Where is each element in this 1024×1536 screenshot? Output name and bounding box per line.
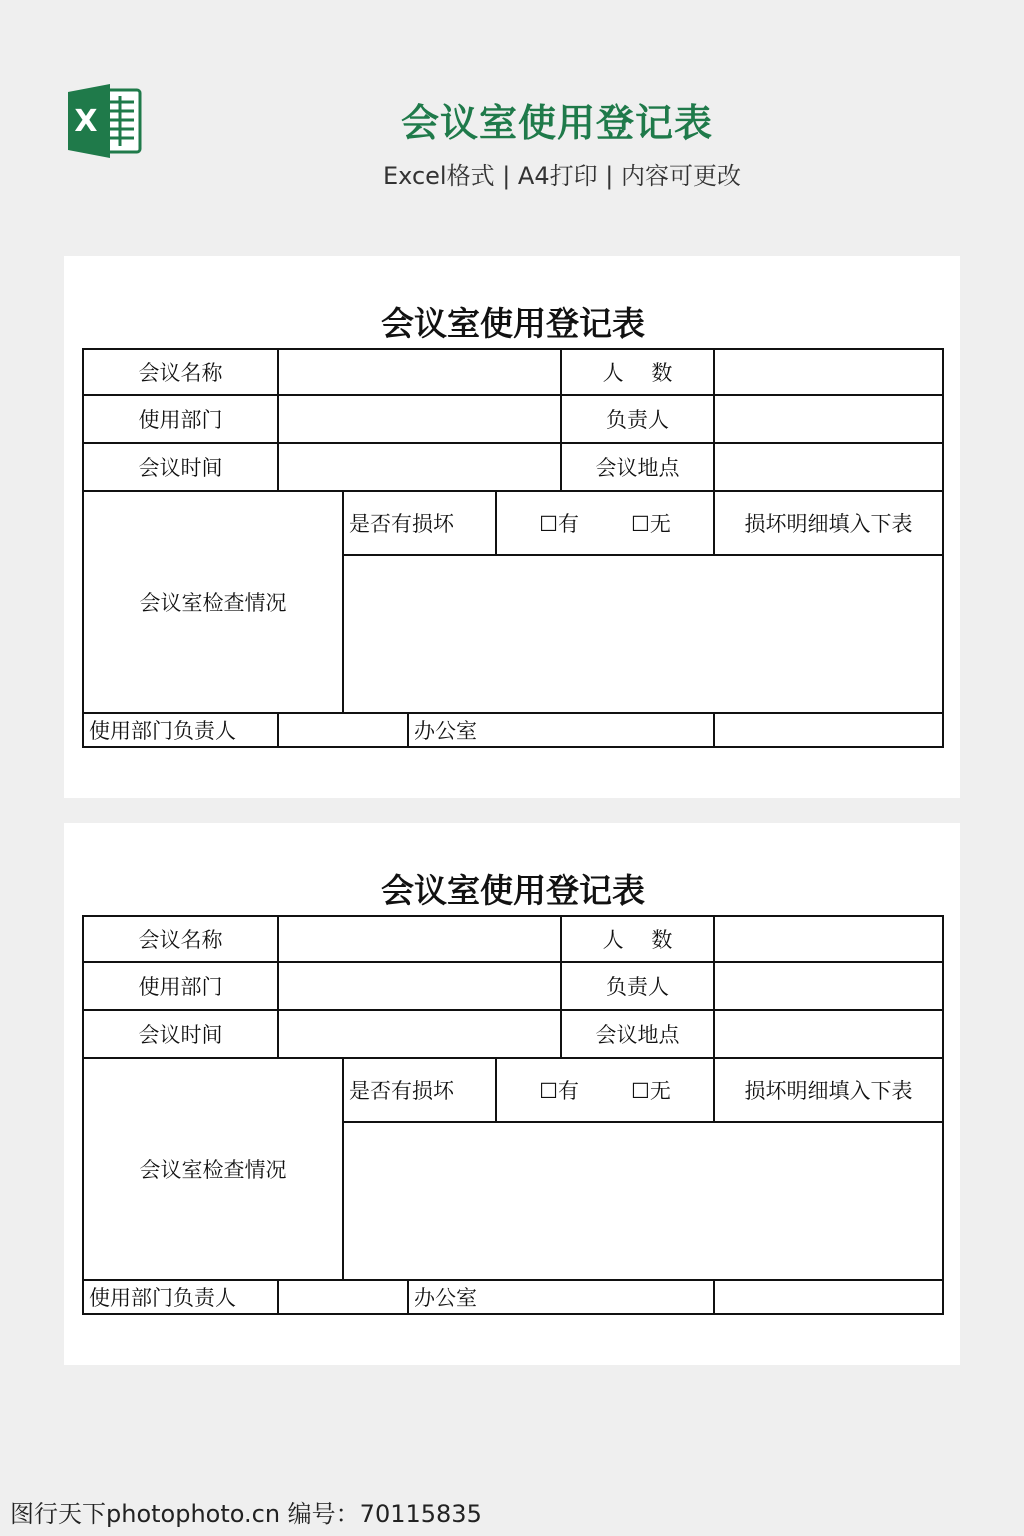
- damage-options: [496, 491, 714, 555]
- department-field[interactable]: [278, 962, 561, 1010]
- meeting-place-label: 会议地点: [561, 1010, 714, 1058]
- inspection-label: 会议室检查情况: [83, 491, 343, 713]
- office-field[interactable]: [714, 713, 943, 747]
- damage-yes-checkbox[interactable]: ☐有: [539, 1079, 579, 1103]
- dept-head-field[interactable]: [278, 713, 408, 747]
- headcount-label: 人 数: [561, 916, 714, 962]
- form-title: 会议室使用登记表: [381, 304, 645, 343]
- dept-head-label: 使用部门负责人: [83, 1280, 278, 1314]
- person-in-charge-field[interactable]: [714, 395, 943, 443]
- damage-detail-label: 损坏明细填入下表: [714, 1058, 943, 1122]
- page-title: 会议室使用登记表: [400, 101, 713, 145]
- damage-detail-field[interactable]: [343, 1122, 943, 1280]
- person-in-charge-label: 负责人: [561, 962, 714, 1010]
- registration-form-table: [82, 348, 944, 748]
- office-field[interactable]: [714, 1280, 943, 1314]
- form-title: 会议室使用登记表: [381, 871, 645, 910]
- page-subtitle: Excel格式 | A4打印 | 内容可更改: [383, 162, 741, 190]
- department-label: 使用部门: [83, 962, 278, 1010]
- damaged-question-label: 是否有损坏: [343, 491, 496, 555]
- department-field[interactable]: [278, 395, 561, 443]
- office-label: 办公室: [408, 713, 714, 747]
- dept-head-field[interactable]: [278, 1280, 408, 1314]
- watermark: 图行天下photophoto.cn 编号：70115835: [10, 1500, 482, 1528]
- damage-no-checkbox[interactable]: ☐无: [631, 512, 671, 536]
- dept-head-label: 使用部门负责人: [83, 713, 278, 747]
- form-card: [64, 823, 960, 1365]
- meeting-time-label: 会议时间: [83, 1010, 278, 1058]
- meeting-name-field[interactable]: [278, 349, 561, 395]
- person-in-charge-label: 负责人: [561, 395, 714, 443]
- meeting-place-field[interactable]: [714, 443, 943, 491]
- damage-detail-label: 损坏明细填入下表: [714, 491, 943, 555]
- damaged-question-label: 是否有损坏: [343, 1058, 496, 1122]
- office-label: 办公室: [408, 1280, 714, 1314]
- meeting-place-label: 会议地点: [561, 443, 714, 491]
- inspection-label: 会议室检查情况: [83, 1058, 343, 1280]
- damage-yes-checkbox[interactable]: ☐有: [539, 512, 579, 536]
- meeting-time-field[interactable]: [278, 443, 561, 491]
- department-label: 使用部门: [83, 395, 278, 443]
- headcount-field[interactable]: [714, 916, 943, 962]
- damage-no-checkbox[interactable]: ☐无: [631, 1079, 671, 1103]
- meeting-place-field[interactable]: [714, 1010, 943, 1058]
- damage-detail-field[interactable]: [343, 555, 943, 713]
- meeting-time-field[interactable]: [278, 1010, 561, 1058]
- meeting-name-label: 会议名称: [83, 349, 278, 395]
- form-card: [64, 256, 960, 798]
- excel-icon-letter: X: [74, 104, 98, 139]
- damage-options: [496, 1058, 714, 1122]
- headcount-label: 人 数: [561, 349, 714, 395]
- headcount-field[interactable]: [714, 349, 943, 395]
- registration-form-table: [82, 915, 944, 1315]
- person-in-charge-field[interactable]: [714, 962, 943, 1010]
- meeting-time-label: 会议时间: [83, 443, 278, 491]
- meeting-name-label: 会议名称: [83, 916, 278, 962]
- meeting-name-field[interactable]: [278, 916, 561, 962]
